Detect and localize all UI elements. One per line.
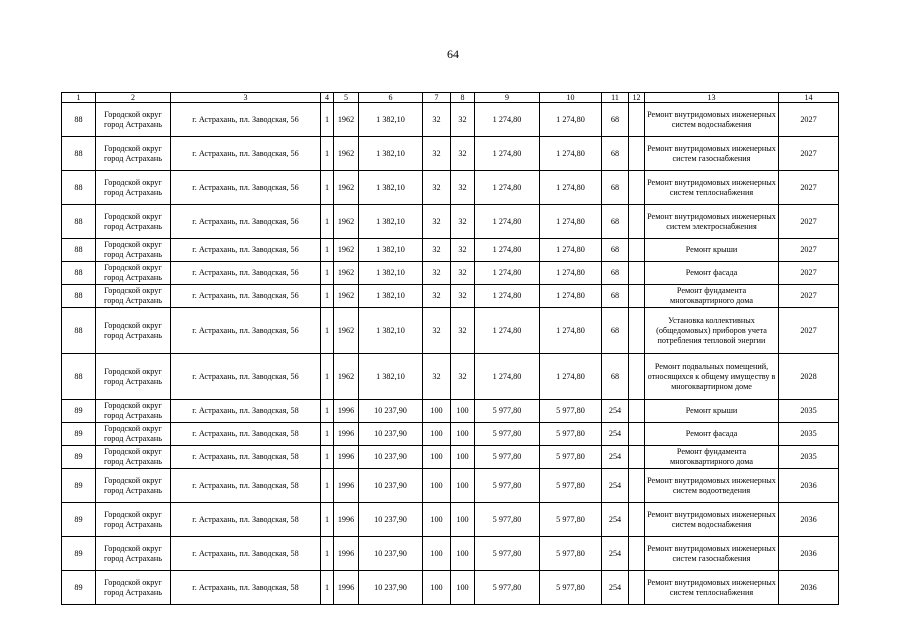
residents-cell: 68 [602, 137, 629, 171]
work-type-cell: Ремонт подвальных помещений, относящихся к общему имуществу в многоквартирном доме [645, 354, 779, 400]
total-area-cell: 10 237,90 [359, 537, 423, 571]
work-type-cell: Ремонт крыши [645, 400, 779, 423]
col8-cell: 32 [451, 171, 475, 205]
municipality-cell: Городской округ город Астрахань [96, 446, 171, 469]
build-year-cell: 1962 [334, 103, 359, 137]
record-number: 89 [62, 571, 96, 605]
column-number-header: 14 [779, 93, 839, 103]
table-row [62, 400, 839, 423]
municipality-cell: Городской округ город Астрахань [96, 262, 171, 285]
municipality-cell: Городской округ город Астрахань [96, 308, 171, 354]
total-area-cell: 10 237,90 [359, 423, 423, 446]
record-number: 88 [62, 285, 96, 308]
planned-year-cell: 2035 [779, 400, 839, 423]
column-number-header: 3 [171, 93, 321, 103]
table-row [62, 285, 839, 308]
col4-cell: 1 [321, 262, 334, 285]
table-row [62, 205, 839, 239]
table-row [62, 446, 839, 469]
col12-cell [629, 308, 645, 354]
municipality-cell: Городской округ город Астрахань [96, 469, 171, 503]
area-col10-cell: 1 274,80 [540, 239, 602, 262]
column-number-header: 4 [321, 93, 334, 103]
address-cell: г. Астрахань, пл. Заводская, 58 [171, 503, 321, 537]
record-number: 88 [62, 262, 96, 285]
table-row [62, 571, 839, 605]
area-col9-cell: 1 274,80 [475, 262, 540, 285]
col8-cell: 32 [451, 354, 475, 400]
record-number: 88 [62, 239, 96, 262]
address-cell: г. Астрахань, пл. Заводская, 56 [171, 171, 321, 205]
col7-cell: 32 [423, 103, 451, 137]
total-area-cell: 10 237,90 [359, 400, 423, 423]
municipality-cell: Городской округ город Астрахань [96, 423, 171, 446]
col12-cell [629, 239, 645, 262]
col8-cell: 32 [451, 308, 475, 354]
address-cell: г. Астрахань, пл. Заводская, 58 [171, 469, 321, 503]
column-number-header: 13 [645, 93, 779, 103]
table-row [62, 103, 839, 137]
area-col9-cell: 5 977,80 [475, 503, 540, 537]
col12-cell [629, 571, 645, 605]
address-cell: г. Астрахань, пл. Заводская, 58 [171, 571, 321, 605]
col4-cell: 1 [321, 137, 334, 171]
municipality-cell: Городской округ город Астрахань [96, 503, 171, 537]
column-number-header: 2 [96, 93, 171, 103]
col7-cell: 32 [423, 285, 451, 308]
planned-year-cell: 2036 [779, 571, 839, 605]
address-cell: г. Астрахань, пл. Заводская, 56 [171, 137, 321, 171]
residents-cell: 254 [602, 423, 629, 446]
work-type-cell: Ремонт фундамента многоквартирного дома [645, 446, 779, 469]
residents-cell: 68 [602, 285, 629, 308]
work-type-cell: Ремонт фундамента многоквартирного дома [645, 285, 779, 308]
col12-cell [629, 503, 645, 537]
area-col10-cell: 5 977,80 [540, 400, 602, 423]
area-col10-cell: 1 274,80 [540, 262, 602, 285]
col8-cell: 32 [451, 103, 475, 137]
table-row [62, 537, 839, 571]
planned-year-cell: 2027 [779, 205, 839, 239]
record-number: 89 [62, 537, 96, 571]
col7-cell: 32 [423, 239, 451, 262]
record-number: 88 [62, 137, 96, 171]
municipality-cell: Городской округ город Астрахань [96, 171, 171, 205]
build-year-cell: 1996 [334, 571, 359, 605]
area-col10-cell: 1 274,80 [540, 308, 602, 354]
table-row [62, 354, 839, 400]
area-col9-cell: 5 977,80 [475, 400, 540, 423]
build-year-cell: 1996 [334, 400, 359, 423]
col8-cell: 100 [451, 469, 475, 503]
col8-cell: 100 [451, 446, 475, 469]
address-cell: г. Астрахань, пл. Заводская, 58 [171, 537, 321, 571]
build-year-cell: 1962 [334, 171, 359, 205]
column-number-header: 1 [62, 93, 96, 103]
col12-cell [629, 400, 645, 423]
col4-cell: 1 [321, 103, 334, 137]
work-type-cell: Ремонт внутридомовых инженерных систем водоотведения [645, 469, 779, 503]
build-year-cell: 1996 [334, 537, 359, 571]
build-year-cell: 1962 [334, 239, 359, 262]
record-number: 88 [62, 354, 96, 400]
build-year-cell: 1996 [334, 446, 359, 469]
total-area-cell: 1 382,10 [359, 285, 423, 308]
work-type-cell: Ремонт фасада [645, 423, 779, 446]
page-number: 64 [447, 47, 459, 61]
col4-cell: 1 [321, 205, 334, 239]
col4-cell: 1 [321, 446, 334, 469]
col4-cell: 1 [321, 423, 334, 446]
municipality-cell: Городской округ город Астрахань [96, 137, 171, 171]
area-col9-cell: 1 274,80 [475, 171, 540, 205]
planned-year-cell: 2028 [779, 354, 839, 400]
area-col10-cell: 5 977,80 [540, 537, 602, 571]
column-number-header: 7 [423, 93, 451, 103]
col8-cell: 32 [451, 262, 475, 285]
address-cell: г. Астрахань, пл. Заводская, 56 [171, 354, 321, 400]
record-number: 89 [62, 469, 96, 503]
build-year-cell: 1996 [334, 469, 359, 503]
table-row [62, 137, 839, 171]
col4-cell: 1 [321, 400, 334, 423]
total-area-cell: 10 237,90 [359, 503, 423, 537]
area-col10-cell: 5 977,80 [540, 571, 602, 605]
col7-cell: 100 [423, 446, 451, 469]
municipality-cell: Городской округ город Астрахань [96, 239, 171, 262]
planned-year-cell: 2036 [779, 537, 839, 571]
col7-cell: 100 [423, 537, 451, 571]
area-col9-cell: 1 274,80 [475, 239, 540, 262]
area-col9-cell: 1 274,80 [475, 205, 540, 239]
area-col9-cell: 1 274,80 [475, 285, 540, 308]
work-type-cell: Ремонт внутридомовых инженерных систем электроснабжения [645, 205, 779, 239]
table-row [62, 469, 839, 503]
area-col9-cell: 1 274,80 [475, 354, 540, 400]
build-year-cell: 1962 [334, 205, 359, 239]
col8-cell: 32 [451, 137, 475, 171]
col8-cell: 100 [451, 503, 475, 537]
column-number-header: 8 [451, 93, 475, 103]
col12-cell [629, 103, 645, 137]
col4-cell: 1 [321, 571, 334, 605]
area-col10-cell: 5 977,80 [540, 469, 602, 503]
total-area-cell: 10 237,90 [359, 446, 423, 469]
repair-registry-table [61, 92, 839, 605]
col7-cell: 32 [423, 262, 451, 285]
record-number: 89 [62, 423, 96, 446]
col7-cell: 32 [423, 205, 451, 239]
col12-cell [629, 137, 645, 171]
col7-cell: 32 [423, 137, 451, 171]
build-year-cell: 1962 [334, 285, 359, 308]
col4-cell: 1 [321, 239, 334, 262]
residents-cell: 68 [602, 354, 629, 400]
planned-year-cell: 2036 [779, 503, 839, 537]
address-cell: г. Астрахань, пл. Заводская, 56 [171, 103, 321, 137]
work-type-cell: Ремонт крыши [645, 239, 779, 262]
col8-cell: 32 [451, 205, 475, 239]
record-number: 89 [62, 503, 96, 537]
area-col10-cell: 1 274,80 [540, 103, 602, 137]
col12-cell [629, 469, 645, 503]
area-col10-cell: 1 274,80 [540, 205, 602, 239]
planned-year-cell: 2027 [779, 308, 839, 354]
area-col9-cell: 5 977,80 [475, 537, 540, 571]
build-year-cell: 1962 [334, 308, 359, 354]
col8-cell: 100 [451, 537, 475, 571]
planned-year-cell: 2035 [779, 423, 839, 446]
address-cell: г. Астрахань, пл. Заводская, 58 [171, 423, 321, 446]
residents-cell: 254 [602, 400, 629, 423]
table-row [62, 503, 839, 537]
col12-cell [629, 537, 645, 571]
municipality-cell: Городской округ город Астрахань [96, 537, 171, 571]
work-type-cell: Ремонт внутридомовых инженерных систем теплоснабжения [645, 171, 779, 205]
col8-cell: 100 [451, 423, 475, 446]
total-area-cell: 1 382,10 [359, 262, 423, 285]
record-number: 88 [62, 308, 96, 354]
build-year-cell: 1962 [334, 262, 359, 285]
municipality-cell: Городской округ город Астрахань [96, 205, 171, 239]
build-year-cell: 1962 [334, 354, 359, 400]
work-type-cell: Ремонт внутридомовых инженерных систем водоснабжения [645, 503, 779, 537]
planned-year-cell: 2027 [779, 171, 839, 205]
address-cell: г. Астрахань, пл. Заводская, 58 [171, 400, 321, 423]
column-number-header: 9 [475, 93, 540, 103]
col4-cell: 1 [321, 285, 334, 308]
municipality-cell: Городской округ город Астрахань [96, 285, 171, 308]
area-col10-cell: 1 274,80 [540, 354, 602, 400]
table-row [62, 239, 839, 262]
table-row [62, 262, 839, 285]
planned-year-cell: 2027 [779, 285, 839, 308]
planned-year-cell: 2027 [779, 103, 839, 137]
residents-cell: 254 [602, 503, 629, 537]
address-cell: г. Астрахань, пл. Заводская, 56 [171, 285, 321, 308]
col4-cell: 1 [321, 469, 334, 503]
address-cell: г. Астрахань, пл. Заводская, 56 [171, 308, 321, 354]
area-col9-cell: 5 977,80 [475, 571, 540, 605]
total-area-cell: 1 382,10 [359, 137, 423, 171]
address-cell: г. Астрахань, пл. Заводская, 56 [171, 262, 321, 285]
record-number: 88 [62, 103, 96, 137]
address-cell: г. Астрахань, пл. Заводская, 56 [171, 205, 321, 239]
col4-cell: 1 [321, 503, 334, 537]
total-area-cell: 1 382,10 [359, 103, 423, 137]
work-type-cell: Ремонт внутридомовых инженерных систем теплоснабжения [645, 571, 779, 605]
residents-cell: 254 [602, 537, 629, 571]
area-col10-cell: 5 977,80 [540, 423, 602, 446]
col4-cell: 1 [321, 537, 334, 571]
col7-cell: 32 [423, 171, 451, 205]
area-col9-cell: 5 977,80 [475, 446, 540, 469]
area-col9-cell: 1 274,80 [475, 137, 540, 171]
total-area-cell: 10 237,90 [359, 571, 423, 605]
col12-cell [629, 446, 645, 469]
column-number-row [62, 93, 839, 103]
area-col9-cell: 1 274,80 [475, 308, 540, 354]
table-row [62, 171, 839, 205]
col12-cell [629, 262, 645, 285]
area-col10-cell: 1 274,80 [540, 171, 602, 205]
col4-cell: 1 [321, 171, 334, 205]
column-number-header: 10 [540, 93, 602, 103]
planned-year-cell: 2036 [779, 469, 839, 503]
municipality-cell: Городской округ город Астрахань [96, 354, 171, 400]
area-col9-cell: 5 977,80 [475, 423, 540, 446]
area-col10-cell: 1 274,80 [540, 285, 602, 308]
work-type-cell: Ремонт внутридомовых инженерных систем газоснабжения [645, 537, 779, 571]
table-row [62, 308, 839, 354]
address-cell: г. Астрахань, пл. Заводская, 56 [171, 239, 321, 262]
area-col10-cell: 1 274,80 [540, 137, 602, 171]
planned-year-cell: 2027 [779, 239, 839, 262]
col8-cell: 100 [451, 571, 475, 605]
residents-cell: 68 [602, 308, 629, 354]
planned-year-cell: 2027 [779, 137, 839, 171]
build-year-cell: 1962 [334, 137, 359, 171]
residents-cell: 68 [602, 239, 629, 262]
col12-cell [629, 205, 645, 239]
area-col9-cell: 1 274,80 [475, 103, 540, 137]
col4-cell: 1 [321, 308, 334, 354]
record-number: 89 [62, 446, 96, 469]
work-type-cell: Ремонт внутридомовых инженерных систем водоснабжения [645, 103, 779, 137]
col7-cell: 32 [423, 354, 451, 400]
area-col10-cell: 5 977,80 [540, 503, 602, 537]
col12-cell [629, 423, 645, 446]
record-number: 89 [62, 400, 96, 423]
residents-cell: 254 [602, 469, 629, 503]
total-area-cell: 1 382,10 [359, 205, 423, 239]
total-area-cell: 1 382,10 [359, 354, 423, 400]
col7-cell: 32 [423, 308, 451, 354]
col8-cell: 100 [451, 400, 475, 423]
record-number: 88 [62, 205, 96, 239]
residents-cell: 68 [602, 171, 629, 205]
planned-year-cell: 2027 [779, 262, 839, 285]
col7-cell: 100 [423, 503, 451, 537]
col4-cell: 1 [321, 354, 334, 400]
residents-cell: 254 [602, 446, 629, 469]
col12-cell [629, 171, 645, 205]
col7-cell: 100 [423, 423, 451, 446]
record-number: 88 [62, 171, 96, 205]
column-number-header: 5 [334, 93, 359, 103]
work-type-cell: Ремонт фасада [645, 262, 779, 285]
residents-cell: 68 [602, 205, 629, 239]
municipality-cell: Городской округ город Астрахань [96, 571, 171, 605]
residents-cell: 68 [602, 103, 629, 137]
residents-cell: 254 [602, 571, 629, 605]
col12-cell [629, 285, 645, 308]
total-area-cell: 1 382,10 [359, 239, 423, 262]
column-number-header: 6 [359, 93, 423, 103]
col7-cell: 100 [423, 571, 451, 605]
build-year-cell: 1996 [334, 423, 359, 446]
residents-cell: 68 [602, 262, 629, 285]
area-col9-cell: 5 977,80 [475, 469, 540, 503]
col7-cell: 100 [423, 400, 451, 423]
work-type-cell: Установка коллективных (общедомовых) приборов учета потребления тепловой энергии [645, 308, 779, 354]
col7-cell: 100 [423, 469, 451, 503]
col8-cell: 32 [451, 285, 475, 308]
municipality-cell: Городской округ город Астрахань [96, 400, 171, 423]
col8-cell: 32 [451, 239, 475, 262]
municipality-cell: Городской округ город Астрахань [96, 103, 171, 137]
table-row [62, 423, 839, 446]
column-number-header: 11 [602, 93, 629, 103]
build-year-cell: 1996 [334, 503, 359, 537]
work-type-cell: Ремонт внутридомовых инженерных систем газоснабжения [645, 137, 779, 171]
area-col10-cell: 5 977,80 [540, 446, 602, 469]
total-area-cell: 10 237,90 [359, 469, 423, 503]
total-area-cell: 1 382,10 [359, 308, 423, 354]
col12-cell [629, 354, 645, 400]
total-area-cell: 1 382,10 [359, 171, 423, 205]
address-cell: г. Астрахань, пл. Заводская, 58 [171, 446, 321, 469]
planned-year-cell: 2035 [779, 446, 839, 469]
column-number-header: 12 [629, 93, 645, 103]
